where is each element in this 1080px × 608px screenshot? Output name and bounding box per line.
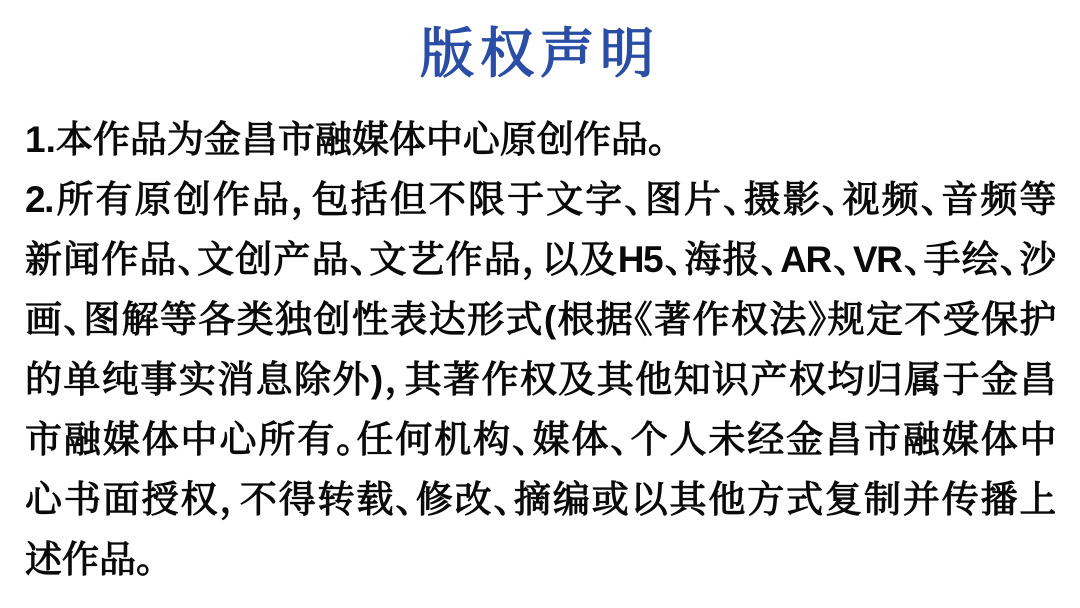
notice-line-6: 市融媒体中心所有。任何机构、媒体、个人未经金昌市融媒体中 xyxy=(25,419,1055,460)
notice-line-1: 1.本作品为金昌市融媒体中心原创作品。 xyxy=(25,119,667,160)
notice-line-4: 画、图解等各类独创性表达形式(根据《著作权法》规定不受保护 xyxy=(25,299,1055,340)
notice-line-2: 2.所有原创作品，包括但不限于文字、图片、摄影、视频、音频等 xyxy=(25,179,1055,220)
notice-line-8: 述作品。 xyxy=(25,539,155,580)
notice-line-7: 心书面授权，不得转载、修改、摘编或以其他方式复制并传播上 xyxy=(25,479,1055,520)
notice-line-3: 新闻作品、文创产品、文艺作品，以及H5、海报、AR、VR、手绘、沙 xyxy=(25,239,1055,280)
notice-line-5: 的单纯事实消息除外)，其著作权及其他知识产权均归属于金昌 xyxy=(25,359,1055,400)
notice-body xyxy=(25,110,1055,590)
page-title: 版权声明 xyxy=(420,24,660,84)
